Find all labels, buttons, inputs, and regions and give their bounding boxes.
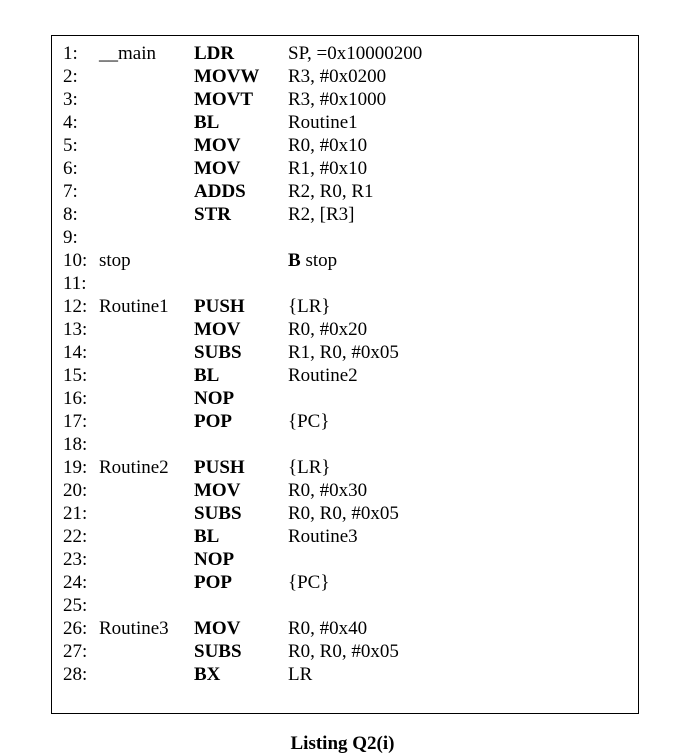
code-line — [52, 502, 638, 525]
line-number: 4: — [63, 112, 78, 133]
line-number: 2: — [63, 66, 78, 87]
line-opcode: SUBS — [194, 641, 242, 662]
line-number: 28: — [63, 664, 88, 685]
line-operands: {PC} — [288, 411, 330, 432]
code-line — [52, 203, 638, 226]
line-number: 15: — [63, 365, 88, 386]
line-number: 18: — [63, 434, 88, 455]
line-operands: {LR} — [288, 457, 331, 478]
line-number: 7: — [63, 181, 78, 202]
line-opcode: MOV — [194, 480, 241, 501]
line-number: 17: — [63, 411, 88, 432]
line-operands: Routine3 — [288, 526, 358, 547]
line-opcode: BX — [194, 664, 221, 685]
line-number: 26: — [63, 618, 88, 639]
line-opcode: ADDS — [194, 181, 246, 202]
line-operands — [288, 249, 337, 272]
code-line — [52, 65, 638, 88]
line-label: Routine3 — [99, 618, 169, 639]
line-label: __main — [99, 43, 156, 64]
line-operands: R0, R0, #0x05 — [288, 641, 399, 662]
line-operands: R0, #0x20 — [288, 319, 368, 340]
line-number: 19: — [63, 457, 88, 478]
line-opcode: NOP — [194, 549, 235, 570]
line-number: 6: — [63, 158, 78, 179]
code-line — [52, 410, 638, 433]
code-line — [52, 571, 638, 594]
code-line — [52, 318, 638, 341]
code-line — [52, 594, 638, 617]
inline-opcode: B — [288, 250, 301, 271]
line-number: 27: — [63, 641, 88, 662]
code-line — [52, 226, 638, 249]
line-operands: R0, R0, #0x05 — [288, 503, 399, 524]
line-opcode: PUSH — [194, 457, 245, 478]
code-line — [52, 134, 638, 157]
line-number: 23: — [63, 549, 88, 570]
line-number: 16: — [63, 388, 88, 409]
line-number: 11: — [63, 273, 87, 294]
code-line — [52, 479, 638, 502]
line-number: 5: — [63, 135, 78, 156]
line-operands: Routine1 — [288, 112, 358, 133]
line-opcode: SUBS — [194, 342, 242, 363]
code-line — [52, 663, 638, 686]
code-line — [52, 525, 638, 548]
line-operands: R3, #0x0200 — [288, 66, 387, 87]
code-line — [52, 640, 638, 663]
line-opcode: MOVT — [194, 89, 254, 110]
line-number: 25: — [63, 595, 88, 616]
line-operands: R0, #0x10 — [288, 135, 368, 156]
line-opcode: POP — [194, 572, 232, 593]
line-number: 8: — [63, 204, 78, 225]
line-opcode: BL — [194, 112, 220, 133]
code-line — [52, 295, 638, 318]
line-label: Routine1 — [99, 296, 169, 317]
code-line — [52, 42, 638, 65]
line-label: Routine2 — [99, 457, 169, 478]
line-opcode: MOV — [194, 618, 241, 639]
line-number: 10: — [63, 250, 88, 271]
inline-operand: stop — [300, 250, 338, 271]
line-opcode: BL — [194, 365, 220, 386]
line-operands: Routine2 — [288, 365, 358, 386]
code-line — [52, 548, 638, 571]
code-line — [52, 180, 638, 203]
line-operands: R2, R0, R1 — [288, 181, 374, 202]
line-number: 21: — [63, 503, 88, 524]
line-opcode: MOV — [194, 158, 241, 179]
code-line — [52, 88, 638, 111]
line-operands: R0, #0x40 — [288, 618, 368, 639]
line-number: 3: — [63, 89, 78, 110]
code-line — [52, 456, 638, 479]
line-opcode: STR — [194, 204, 231, 225]
line-opcode: NOP — [194, 388, 235, 409]
line-operands: SP, =0x10000200 — [288, 43, 423, 64]
line-number: 20: — [63, 480, 88, 501]
line-opcode: MOV — [194, 135, 241, 156]
line-number: 12: — [63, 296, 88, 317]
line-opcode: MOVW — [194, 66, 260, 87]
line-opcode: BL — [194, 526, 220, 547]
line-number: 24: — [63, 572, 88, 593]
code-line — [52, 341, 638, 364]
line-operands: R1, #0x10 — [288, 158, 368, 179]
listing-caption: Listing Q2(i) — [290, 733, 395, 754]
line-label: stop — [99, 250, 131, 271]
code-line — [52, 387, 638, 410]
line-operands: R2, [R3] — [288, 204, 355, 225]
line-operands: LR — [288, 664, 313, 685]
line-operands: {PC} — [288, 572, 330, 593]
line-opcode: PUSH — [194, 296, 245, 317]
code-line — [52, 364, 638, 387]
line-operands: R1, R0, #0x05 — [288, 342, 399, 363]
line-number: 14: — [63, 342, 88, 363]
line-operands: {LR} — [288, 296, 331, 317]
line-opcode: POP — [194, 411, 232, 432]
code-line — [52, 272, 638, 295]
line-number: 1: — [63, 43, 78, 64]
code-line — [52, 433, 638, 456]
line-opcode: MOV — [194, 319, 241, 340]
code-line — [52, 157, 638, 180]
line-number: 9: — [63, 227, 78, 248]
line-operands: R0, #0x30 — [288, 480, 368, 501]
line-opcode: SUBS — [194, 503, 242, 524]
code-listing-box — [51, 35, 639, 714]
code-line — [52, 111, 638, 134]
code-line — [52, 617, 638, 640]
line-operands: R3, #0x1000 — [288, 89, 387, 110]
line-opcode: LDR — [194, 43, 235, 64]
line-number: 13: — [63, 319, 88, 340]
code-line — [52, 249, 638, 272]
line-number: 22: — [63, 526, 88, 547]
